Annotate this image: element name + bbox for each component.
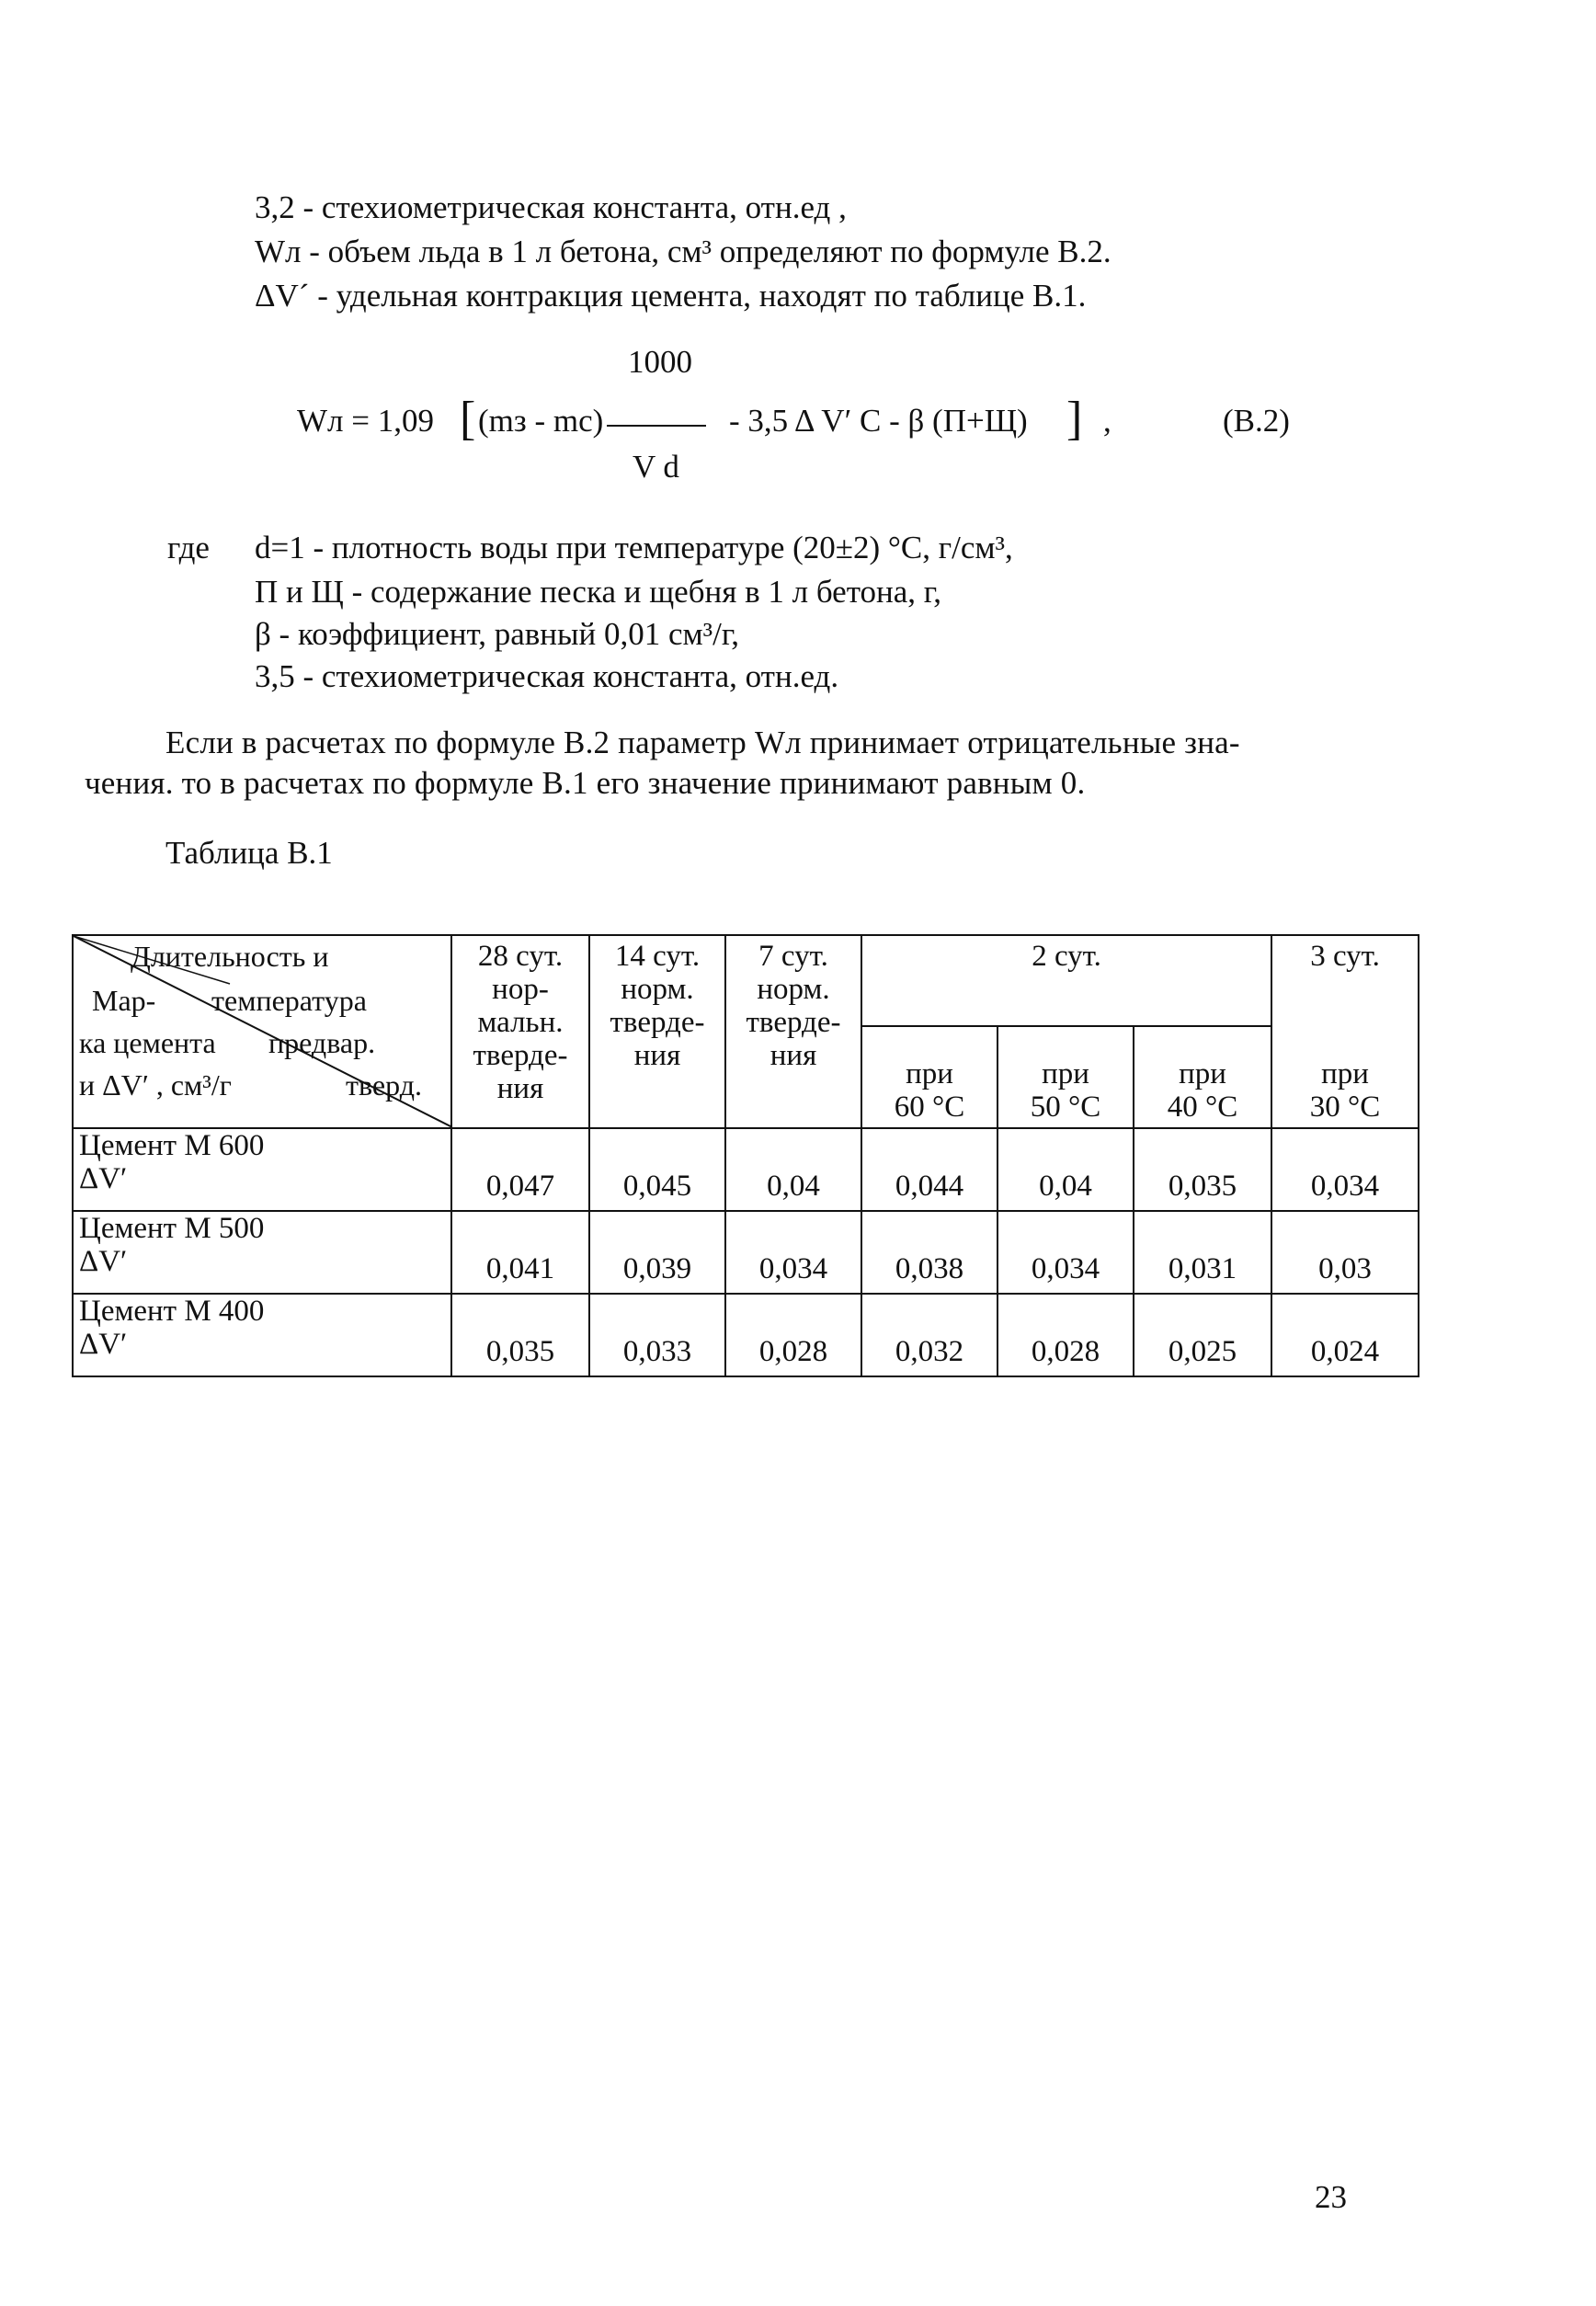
formula-bracket-close: ] [1066,393,1083,445]
paragraph [85,723,1390,804]
row-label: Цемент М 400 ΔV′ [73,1294,451,1376]
definition-line: ΔV´ - удельная контракция цемента, находят по таблице В.1. [255,278,1087,314]
corner-mid-left: Мар- [92,984,156,1017]
cell-value: 0,028 [998,1294,1134,1376]
cell-value: 0,034 [998,1211,1134,1294]
formula-numerator: 1000 [628,344,692,380]
cell-value: 0,045 [589,1128,725,1211]
row-label: Цемент М 600 ΔV′ [73,1128,451,1211]
col-header-2: 2 сут. [861,935,1271,1026]
table-row [73,1211,1419,1294]
formula-comma: , [1103,403,1112,439]
cell-value: 0,025 [1134,1294,1271,1376]
page-number: 23 [1315,2179,1347,2215]
cell-value: 0,033 [589,1294,725,1376]
sub-header-50: при 50 °С [998,1026,1134,1128]
formula-mass-term: (mз - mс) [478,403,604,439]
fraction-bar [607,425,706,427]
col-header-7: 7 сут. норм. тверде- ния [725,935,861,1128]
table-corner-cell [73,935,451,1128]
cell-value: 0,04 [725,1128,861,1211]
corner-line4-left: и ΔV′ , см³/г [79,1068,232,1102]
cell-value: 0,032 [861,1294,998,1376]
cell-value: 0,039 [589,1211,725,1294]
corner-top: Длительность и [131,940,329,973]
cell-value: 0,034 [725,1211,861,1294]
definition-line: Wл - объем льда в 1 л бетона, см³ определяют по формуле В.2. [255,234,1112,269]
table-caption: Таблица В.1 [165,835,333,871]
cell-value: 0,047 [451,1128,589,1211]
col-header-14: 14 сут. норм. тверде- ния [589,935,725,1128]
col-header-28: 28 сут. нор- мальн. тверде- ния [451,935,589,1128]
formula-denominator: V d [633,449,679,485]
definition-line: d=1 - плотность воды при температуре (20±2) °С, г/см³, [255,530,1013,565]
cell-value: 0,038 [861,1211,998,1294]
definition-line: 3,2 - стехиометрическая константа, отн.ед , [255,189,847,225]
formula-rest: - 3,5 Δ V′ C - β (П+Щ) [729,403,1028,439]
formula-label: (В.2) [1223,403,1290,439]
definition-line: П и Щ - содержание песка и щебня в 1 л бетона, г, [255,574,941,610]
formula-lhs: Wл = 1,09 [297,403,434,439]
formula-bracket-open: [ [460,393,476,445]
definition-line: β - коэффициент, равный 0,01 см³/г, [255,616,740,652]
corner-line3-right: предвар. [268,1026,376,1059]
cell-value: 0,035 [1134,1128,1271,1211]
cell-value: 0,041 [451,1211,589,1294]
table-row [73,1128,1419,1211]
table-row [73,1294,1419,1376]
cell-value: 0,024 [1271,1294,1419,1376]
contraction-table [72,934,1419,1377]
corner-mid-right: температура [211,984,367,1017]
cell-value: 0,03 [1271,1211,1419,1294]
where-word: где [167,530,210,565]
cell-value: 0,034 [1271,1128,1419,1211]
corner-line3-left: ка цемента [79,1026,216,1059]
cell-value: 0,04 [998,1128,1134,1211]
cell-value: 0,031 [1134,1211,1271,1294]
paragraph-line: чения. то в расчетах по формуле В.1 его значение принимают равным 0. [85,765,1086,801]
sub-header-60: при 60 °С [861,1026,998,1128]
sub-header-40: при 40 °С [1134,1026,1271,1128]
definition-line: 3,5 - стехиометрическая константа, отн.ед. [255,658,839,694]
corner-line4-right: тверд. [346,1068,422,1102]
cell-value: 0,028 [725,1294,861,1376]
col-header-3: 3 сут. при 30 °С [1271,935,1419,1128]
paragraph-line: Если в расчетах по формуле В.2 параметр Wл принимает отрицательные зна- [165,725,1240,760]
row-label: Цемент М 500 ΔV′ [73,1211,451,1294]
cell-value: 0,044 [861,1128,998,1211]
cell-value: 0,035 [451,1294,589,1376]
